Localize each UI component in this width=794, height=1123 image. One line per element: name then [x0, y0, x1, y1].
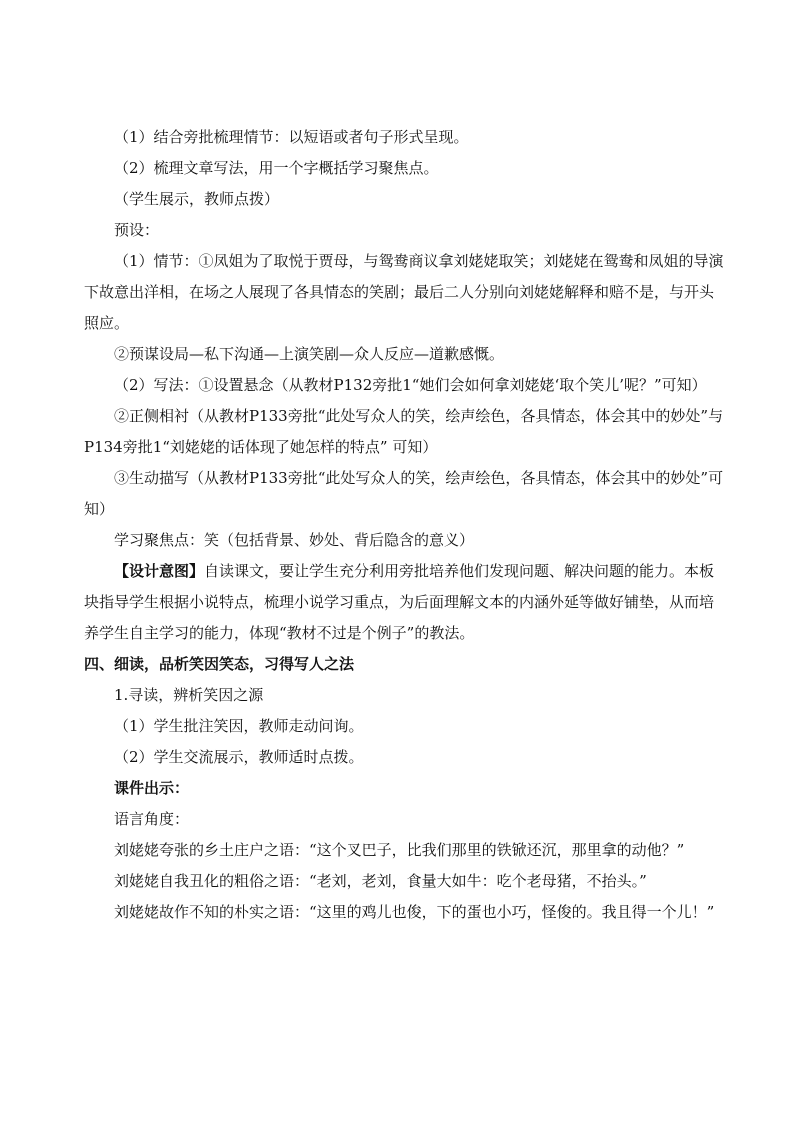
quote-paragraph: 刘姥姥夸张的乡土庄户之语：“这个叉巴子，比我们那里的铁锨还沉，那里拿的动他？”	[114, 841, 685, 859]
text-line: （学生展示，教师点拨）	[114, 190, 280, 208]
text-line: ②预谋设局—私下沟通—上演笑剧—众人反应—道歉感慨。	[114, 345, 505, 363]
text-paragraph: （2）写法：①设置悬念（从教材P132旁批1“她们会如何拿刘姥姥‘取个笑儿’呢？”可知）	[114, 376, 707, 394]
text-line: （2）学生交流展示，教师适时点拨。	[114, 748, 364, 766]
text-line: 学习聚焦点：笑（包括背景、妙处、背后隐含的意义）	[114, 531, 475, 549]
text-line: （2）梳理文章写法，用一个字概括学习聚焦点。	[114, 159, 439, 177]
design-intent-text: 自读课文，要让学生充分利用旁批培养他们发现问题、解决问题的能力。本板块指导学生根据小说特点，梳理小说学习重点，为后面理解文本的内涵外延等做好铺垫，从而培养学生自主学习的能力，体现“教材不过是个例子”的教法。	[84, 562, 715, 642]
quote-paragraph: 刘姥姥故作不知的朴实之语：“这里的鸡儿也俊，下的蛋也小巧，怪俊的。我且得一个儿！”	[114, 903, 715, 921]
text-line: （1）学生批注笑因，教师走动问询。	[114, 717, 364, 735]
text-line: 预设：	[114, 221, 160, 239]
document-body	[84, 122, 724, 928]
quote-paragraph: 刘姥姥自我丑化的粗俗之语：“老刘，老刘，食量大如牛：吃个老母猪，不抬头。”	[114, 872, 647, 890]
text-paragraph: （1）情节：①凤姐为了取悦于贾母，与鸳鸯商议拿刘姥姥取笑；刘姥姥在鸳鸯和凤姐的导演下故意出洋相，在场之人展现了各具情态的笑剧；最后二人分别向刘姥姥解释和赔不是，与开头照应。	[84, 252, 724, 332]
section-heading: 四、细读，品析笑因笑态，习得写人之法	[84, 655, 355, 673]
design-intent-label: 【设计意图】	[114, 562, 205, 580]
text-line: 1.寻读，辨析笑因之源	[114, 686, 264, 704]
design-intent-paragraph	[84, 556, 724, 649]
text-paragraph: ②正侧相衬（从教材P133旁批“此处写众人的笑，绘声绘色，各具情态，体会其中的妙处”与P134旁批1“刘姥姥的话体现了她怎样的特点” 可知）	[84, 407, 724, 456]
text-line: 语言角度：	[114, 810, 190, 828]
courseware-label: 课件出示：	[114, 779, 190, 797]
text-line: （1）结合旁批梳理情节：以短语或者句子形式呈现。	[114, 128, 469, 146]
text-paragraph: ③生动描写（从教材P133旁批“此处写众人的笑，绘声绘色，各具情态，体会其中的妙处”可知）	[84, 469, 724, 518]
